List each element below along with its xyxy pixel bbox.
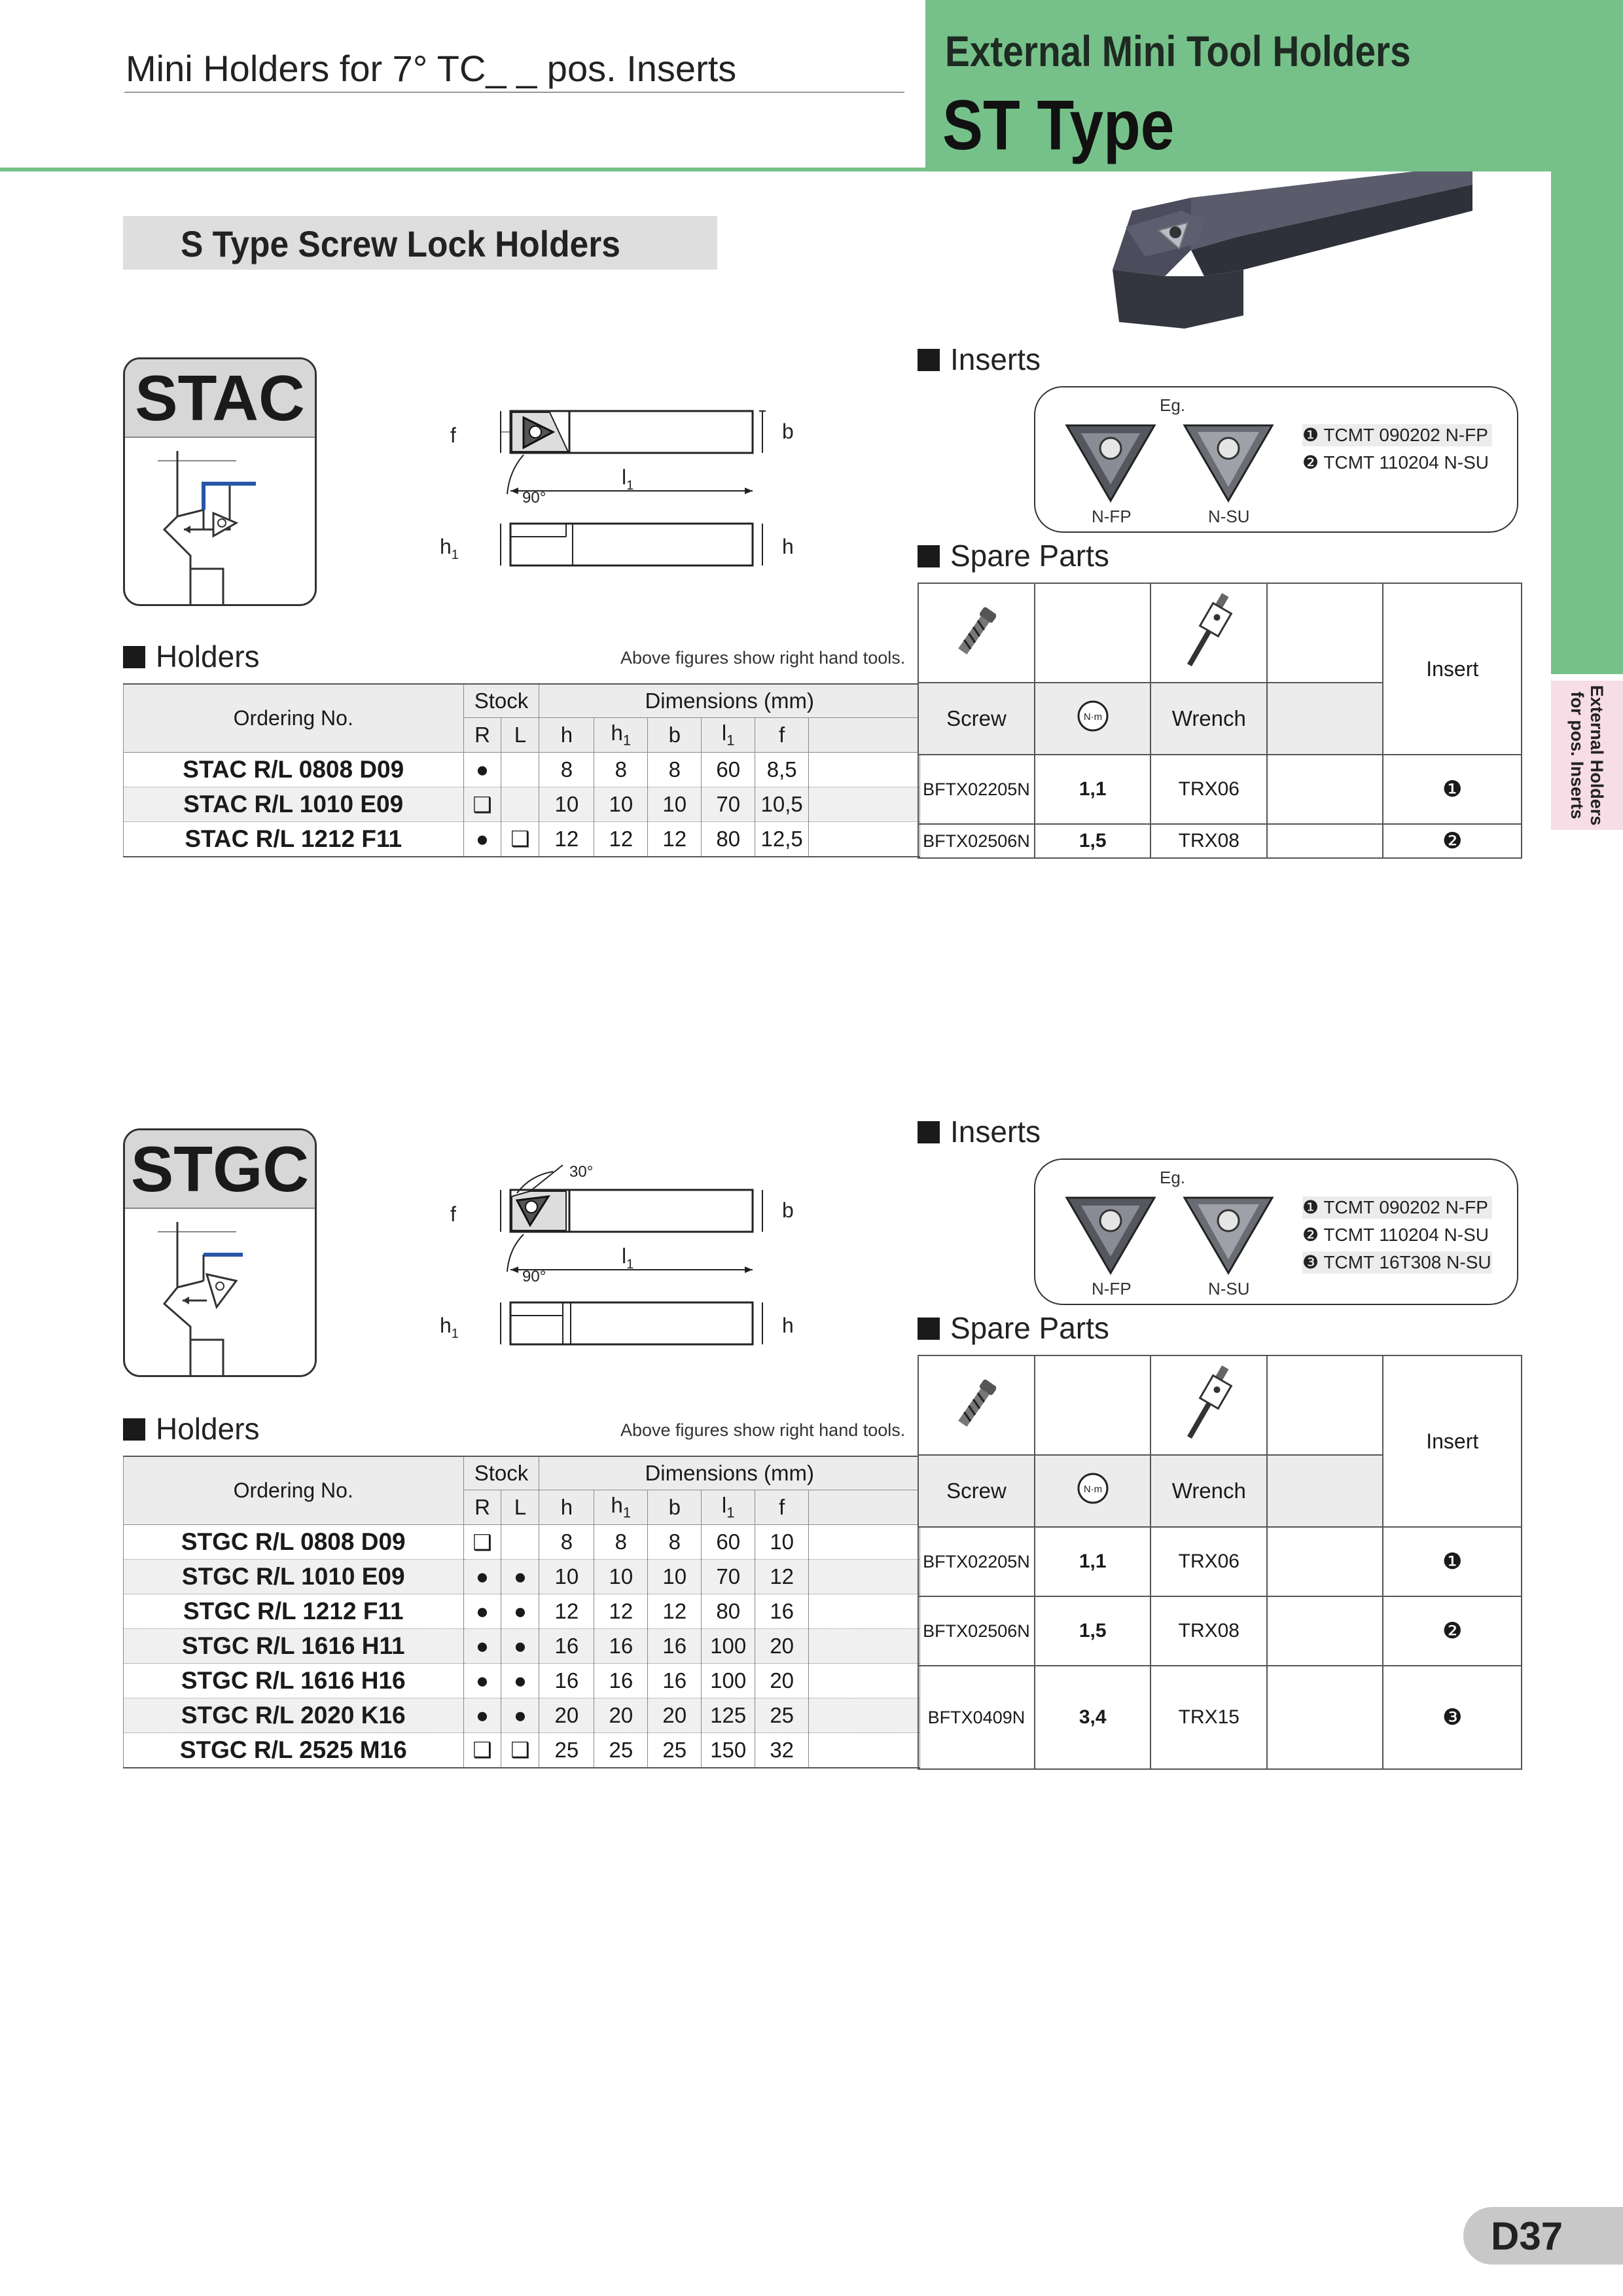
holders-label: Holders [156, 639, 260, 673]
torque-value: 1,1 [1035, 755, 1151, 824]
product-card-stac [123, 357, 317, 606]
stock-r: ● [463, 1629, 501, 1664]
eg-label: Eg. [1160, 395, 1186, 415]
screw-icon [957, 602, 996, 661]
table-row [918, 1666, 1522, 1769]
square-bullet-icon [918, 349, 940, 371]
inserts-label: Inserts [950, 342, 1041, 376]
screw-header: Screw [918, 683, 1035, 755]
product-card-stgc [123, 1128, 317, 1377]
angle-side: 90° [522, 1268, 546, 1285]
dim-b-value: 12 [648, 822, 702, 857]
table-row [124, 1733, 920, 1768]
col-stock: Stock [463, 684, 539, 718]
wrench-cell [1150, 583, 1267, 683]
square-bullet-icon [918, 545, 940, 567]
screw-code: BFTX02205N [918, 1527, 1035, 1596]
col-stock: Stock [463, 1456, 539, 1490]
svg-text:l1 [622, 465, 633, 493]
insert-item: ❷ TCMT 110204 N-SU [1302, 452, 1489, 473]
dim-l1-value: 100 [702, 1629, 755, 1664]
dim-h1-value: 12 [594, 1594, 648, 1629]
category-title: External Mini Tool Holders [945, 27, 1411, 75]
col-l1: $l_1$ [702, 1490, 755, 1525]
insert-nsu-icon [1179, 1191, 1277, 1276]
wrench-code: TRX08 [1150, 1596, 1267, 1666]
ordering-code: STAC R/L 1212 F11 [124, 822, 464, 857]
inserts-box [1034, 1158, 1518, 1305]
dim-f-value: 12 [755, 1560, 809, 1594]
svg-text:h1 [440, 535, 459, 562]
table-row [918, 1527, 1522, 1596]
dim-h1-value: 16 [594, 1664, 648, 1698]
dim-l1-value: 80 [702, 822, 755, 857]
spare-parts-heading [918, 1310, 1109, 1346]
wrench-code: TRX15 [1150, 1666, 1267, 1769]
table-row [124, 753, 920, 787]
col-r: R [463, 718, 501, 753]
torque-icon [1075, 698, 1111, 734]
product-code: STGC [125, 1130, 315, 1209]
stock-r: ❑ [463, 1525, 501, 1560]
ordering-code: STAC R/L 0808 D09 [124, 753, 464, 787]
insert-ref: ❷ [1383, 824, 1522, 858]
torque-header [1035, 1455, 1151, 1527]
insert-item: ❷ TCMT 110204 N-SU [1302, 1225, 1489, 1245]
dim-l1-value: 80 [702, 1594, 755, 1629]
dim-h-value: 8 [539, 1525, 594, 1560]
dim-h: h [782, 535, 794, 558]
torque-value: 1,1 [1035, 1527, 1151, 1596]
ordering-code: STGC R/L 1616 H11 [124, 1629, 464, 1664]
col-h1: $h_1$ [594, 718, 648, 753]
stock-l: ● [501, 1664, 539, 1698]
dim-b-value: 20 [648, 1698, 702, 1733]
type-title: ST Type [942, 85, 1175, 164]
dim-f-value: 20 [755, 1629, 809, 1664]
stgc-pictogram [125, 1209, 315, 1375]
spare-parts-heading [918, 538, 1109, 573]
col-ordering-no: Ordering No. [124, 1456, 464, 1525]
dim-f-value: 8,5 [755, 753, 809, 787]
dim-b-value: 16 [648, 1629, 702, 1664]
dim-b-value: 10 [648, 1560, 702, 1594]
ordering-code: STAC R/L 1010 E09 [124, 787, 464, 822]
wrench-code: TRX06 [1150, 755, 1267, 824]
svg-text:l1 [622, 1244, 633, 1272]
dim-h1-value: 12 [594, 822, 648, 857]
table-row [124, 1629, 920, 1664]
stock-l [501, 753, 539, 787]
holders-heading [123, 1411, 260, 1446]
col-dimensions: Dimensions (mm) [539, 684, 920, 718]
col-dimensions: Dimensions (mm) [539, 1456, 920, 1490]
insert-ref: ❶ [1383, 755, 1522, 824]
eg-label: Eg. [1160, 1168, 1186, 1187]
col-r: R [463, 1490, 501, 1525]
torque-header [1035, 683, 1151, 755]
stock-r: ● [463, 1698, 501, 1733]
dim-f-value: 16 [755, 1594, 809, 1629]
square-bullet-icon [918, 1121, 940, 1143]
dim-h1: h [440, 1314, 452, 1337]
stock-r: ● [463, 1664, 501, 1698]
holders-label: Holders [156, 1412, 260, 1446]
stac-holders-table [123, 683, 920, 857]
dim-h-value: 16 [539, 1664, 594, 1698]
dim-h: h [782, 1314, 794, 1337]
dim-b-value: 8 [648, 753, 702, 787]
dim-f-value: 10,5 [755, 787, 809, 822]
stock-l: ❑ [501, 822, 539, 857]
col-h1: $h_1$ [594, 1490, 648, 1525]
dim-l1-sub: 1 [626, 478, 634, 493]
dim-h-value: 12 [539, 1594, 594, 1629]
dim-l1-value: 150 [702, 1733, 755, 1768]
dim-l1-value: 60 [702, 1525, 755, 1560]
table-row [918, 1596, 1522, 1666]
dim-b-value: 10 [648, 787, 702, 822]
dim-l1-value: 100 [702, 1664, 755, 1698]
screw-icon [957, 1374, 996, 1433]
page-number-tab [1463, 2207, 1623, 2265]
side-bar [1551, 169, 1623, 674]
ordering-code: STGC R/L 2020 K16 [124, 1698, 464, 1733]
screw-code: BFTX02205N [918, 755, 1035, 824]
tool-holder-photo [1106, 171, 1472, 342]
torque-icon [1075, 1470, 1111, 1507]
stac-drawing [432, 393, 825, 583]
dim-h1-value: 10 [594, 787, 648, 822]
dim-h-value: 25 [539, 1733, 594, 1768]
stac-spare-parts-table [918, 583, 1522, 859]
side-tab-line2: for pos. Inserts [1567, 691, 1587, 819]
table-row [124, 1698, 920, 1733]
dim-l1: l [622, 465, 627, 489]
insert-type-label: N-FP [1092, 1279, 1132, 1299]
stgc-drawing [432, 1157, 825, 1354]
ordering-code: STGC R/L 0808 D09 [124, 1525, 464, 1560]
stock-r: ❑ [463, 1733, 501, 1768]
stock-r: ❑ [463, 787, 501, 822]
page-subtitle: Mini Holders for 7° TC_ _ pos. Inserts [126, 48, 737, 89]
dim-f-value: 20 [755, 1664, 809, 1698]
col-l: L [501, 1490, 539, 1525]
insert-item: ❸ TCMT 16T308 N-SU [1302, 1252, 1491, 1272]
wrench-icon [1176, 589, 1241, 674]
stock-r: ● [463, 753, 501, 787]
insert-ref: ❸ [1383, 1666, 1522, 1769]
table-row [124, 822, 920, 857]
wrench-header: Wrench [1150, 1455, 1267, 1527]
col-h: h [539, 1490, 594, 1525]
torque-value: 1,5 [1035, 1596, 1151, 1666]
right-hand-note: Above figures show right hand tools. [620, 1420, 906, 1440]
angle-side: 90° [522, 489, 546, 507]
dim-h-value: 20 [539, 1698, 594, 1733]
dim-f-value: 25 [755, 1698, 809, 1733]
svg-text:N·m: N·m [1083, 1484, 1102, 1495]
dim-f-value: 10 [755, 1525, 809, 1560]
dim-h1-sub: 1 [451, 548, 459, 562]
insert-nsu-icon [1179, 419, 1277, 504]
insert-type-label: N-SU [1208, 507, 1250, 526]
col-f: f [755, 1490, 809, 1525]
side-tab-line1: External Holders [1587, 685, 1607, 826]
dim-h1-value: 25 [594, 1733, 648, 1768]
screw-cell [918, 1355, 1035, 1455]
section-heading [123, 216, 717, 270]
dim-h1-value: 16 [594, 1629, 648, 1664]
svg-text:N·m: N·m [1083, 711, 1102, 723]
right-hand-note: Above figures show right hand tools. [620, 648, 906, 668]
table-row [918, 755, 1522, 824]
svg-text:h1 [440, 1314, 459, 1341]
square-bullet-icon [918, 1318, 940, 1340]
ordering-code: STGC R/L 1212 F11 [124, 1594, 464, 1629]
dim-h1-sub: 1 [451, 1327, 459, 1341]
screw-code: BFTX02506N [918, 1596, 1035, 1666]
stock-l: ● [501, 1698, 539, 1733]
stock-r: ● [463, 822, 501, 857]
stock-l [501, 787, 539, 822]
screw-code: BFTX02506N [918, 824, 1035, 858]
stgc-holders-table [123, 1456, 920, 1768]
page-number: D37 [1491, 2214, 1563, 2258]
inserts-label: Inserts [950, 1115, 1041, 1149]
dim-b-value: 16 [648, 1664, 702, 1698]
stock-l: ● [501, 1560, 539, 1594]
wrench-code: TRX06 [1150, 1527, 1267, 1596]
stock-r: ● [463, 1594, 501, 1629]
dim-b: b [782, 420, 794, 443]
dim-f-value: 32 [755, 1733, 809, 1768]
insert-header: Insert [1383, 583, 1522, 755]
dim-f: f [450, 1202, 456, 1226]
stock-l: ● [501, 1594, 539, 1629]
dim-l1-sub: 1 [626, 1257, 634, 1272]
stock-l: ● [501, 1629, 539, 1664]
dim-h1-value: 20 [594, 1698, 648, 1733]
product-code: STAC [125, 359, 315, 438]
section-title: S Type Screw Lock Holders [181, 223, 620, 264]
dim-h1-value: 10 [594, 1560, 648, 1594]
dim-h-value: 16 [539, 1629, 594, 1664]
stock-r: ● [463, 1560, 501, 1594]
stgc-spare-parts-table [918, 1355, 1522, 1770]
col-empty [809, 718, 920, 753]
ordering-code: STGC R/L 1616 H16 [124, 1664, 464, 1698]
insert-item: ❶ TCMT 090202 N-FP [1302, 1196, 1492, 1219]
dim-l1-value: 70 [702, 1560, 755, 1594]
dim-b-value: 8 [648, 1525, 702, 1560]
subtitle-underline [124, 92, 904, 93]
dim-h1-value: 8 [594, 753, 648, 787]
side-tab-label [1551, 681, 1623, 830]
insert-item: ❶ TCMT 090202 N-FP [1302, 424, 1492, 446]
torque-value: 1,5 [1035, 824, 1151, 858]
wrench-header: Wrench [1150, 683, 1267, 755]
torque-value: 3,4 [1035, 1666, 1151, 1769]
col-empty [809, 1490, 920, 1525]
table-row [124, 1594, 920, 1629]
col-l1: $l_1$ [702, 718, 755, 753]
square-bullet-icon [123, 646, 145, 668]
dim-l1: l [622, 1244, 627, 1268]
screw-code: BFTX0409N [918, 1666, 1035, 1769]
spare-parts-label: Spare Parts [950, 539, 1109, 573]
wrench-code: TRX08 [1150, 824, 1267, 858]
holders-heading [123, 639, 260, 674]
dim-l1-value: 125 [702, 1698, 755, 1733]
dim-f-value: 12,5 [755, 822, 809, 857]
dim-h1: h [440, 535, 452, 558]
dim-l1-value: 60 [702, 753, 755, 787]
inserts-heading [918, 1114, 1041, 1149]
ordering-code: STGC R/L 1010 E09 [124, 1560, 464, 1594]
screw-cell [918, 583, 1035, 683]
inserts-box [1034, 386, 1518, 533]
stock-l: ❑ [501, 1733, 539, 1768]
col-f: f [755, 718, 809, 753]
table-row [124, 1664, 920, 1698]
table-row [918, 824, 1522, 858]
inserts-heading [918, 342, 1041, 377]
col-b: b [648, 718, 702, 753]
dim-f: f [450, 423, 456, 447]
insert-header: Insert [1383, 1355, 1522, 1527]
screw-header: Screw [918, 1455, 1035, 1527]
insert-type-label: N-SU [1208, 1279, 1250, 1299]
insert-type-label: N-FP [1092, 507, 1132, 526]
dim-b-value: 25 [648, 1733, 702, 1768]
insert-nfp-icon [1061, 419, 1160, 504]
dim-b-value: 12 [648, 1594, 702, 1629]
dim-h-value: 8 [539, 753, 594, 787]
col-h: h [539, 718, 594, 753]
dim-b: b [782, 1198, 794, 1222]
insert-nfp-icon [1061, 1191, 1160, 1276]
stock-l [501, 1525, 539, 1560]
stac-pictogram [125, 438, 315, 604]
square-bullet-icon [123, 1418, 145, 1441]
dim-h-value: 10 [539, 1560, 594, 1594]
col-l: L [501, 718, 539, 753]
ordering-code: STGC R/L 2525 M16 [124, 1733, 464, 1768]
table-row [124, 787, 920, 822]
col-b: b [648, 1490, 702, 1525]
wrench-icon [1176, 1361, 1241, 1446]
dim-h-value: 10 [539, 787, 594, 822]
dim-l1-value: 70 [702, 787, 755, 822]
table-row [124, 1525, 920, 1560]
dim-h1-value: 8 [594, 1525, 648, 1560]
col-ordering-no: Ordering No. [124, 684, 464, 753]
angle-front: 30° [569, 1163, 594, 1181]
insert-ref: ❶ [1383, 1527, 1522, 1596]
dim-h-value: 12 [539, 822, 594, 857]
insert-ref: ❷ [1383, 1596, 1522, 1666]
table-row [124, 1560, 920, 1594]
wrench-cell [1150, 1355, 1267, 1455]
spare-parts-label: Spare Parts [950, 1311, 1109, 1345]
